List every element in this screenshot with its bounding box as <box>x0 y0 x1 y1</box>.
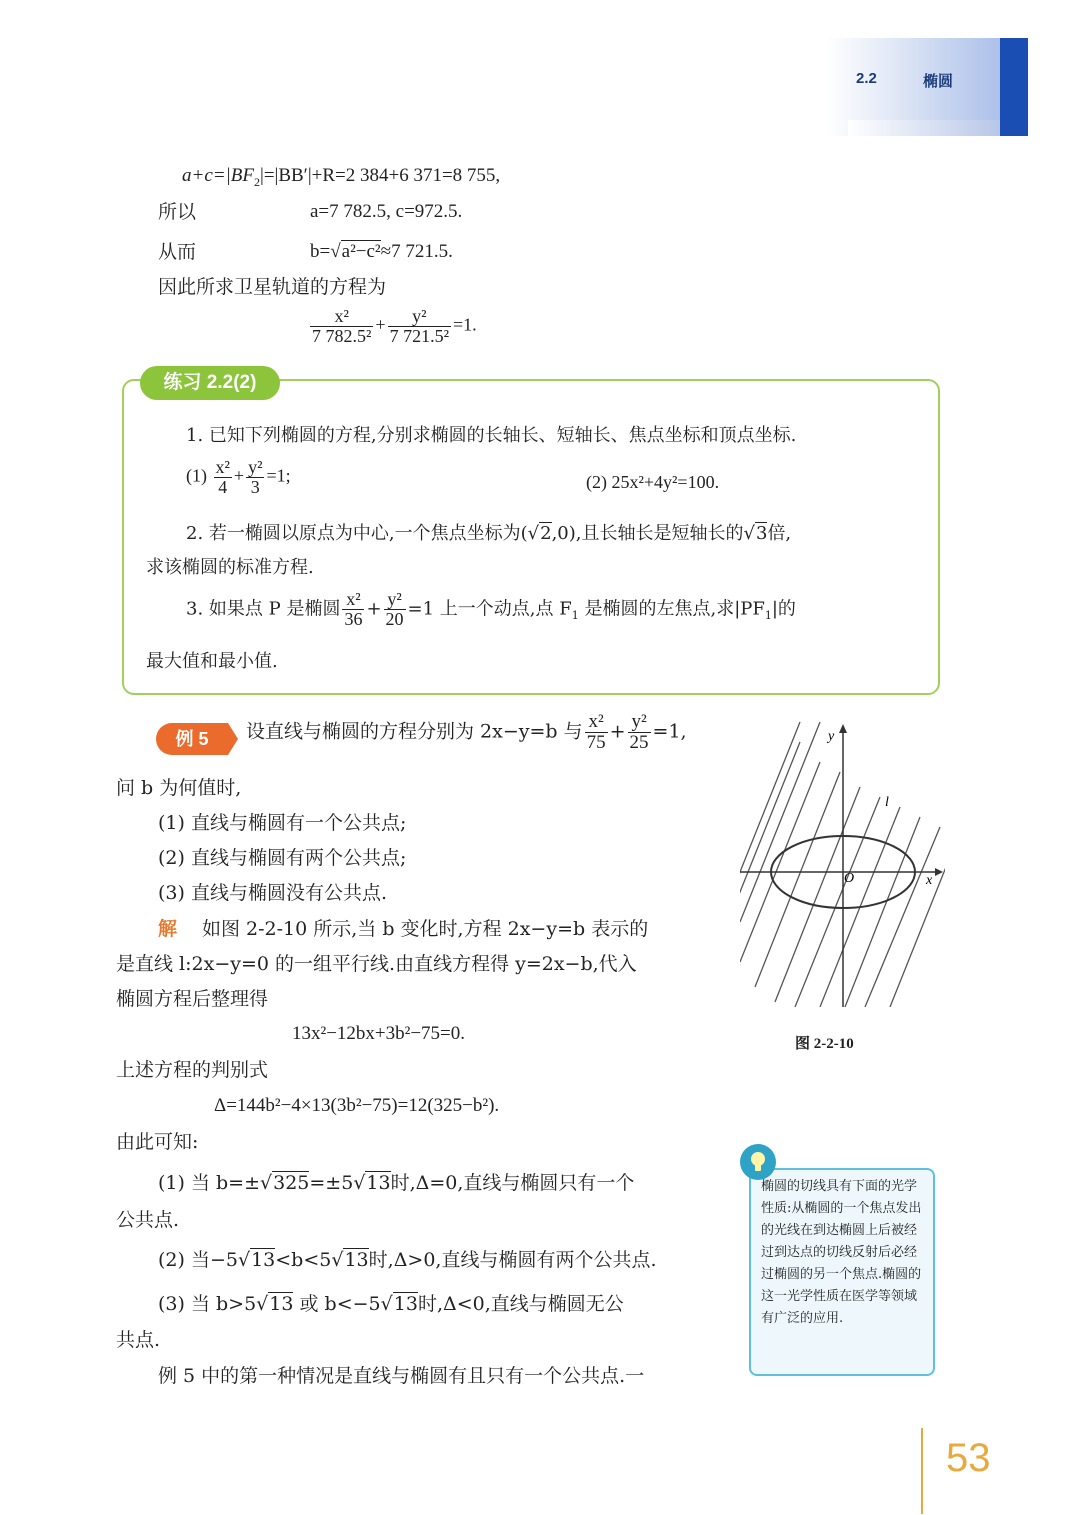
closing-line: 例 5 中的第一种情况是直线与椭圆有且只有一个公共点.一 <box>158 1365 645 1387</box>
b-value: b=√a²−c²≈7 721.5. <box>310 241 453 262</box>
header-tab <box>1000 38 1028 136</box>
exercise-q3: 3. 如果点 P 是椭圆 $\frac{\text{x²}}{36}$ + $\frac{\text{y²}}{20}$ =1 上一个动点,点 $F_1$ 是椭圆的左焦点,求$|PF_1|$的 <box>186 589 796 629</box>
result-3-line2: 共点. <box>116 1329 161 1351</box>
example-case1: (1) 直线与椭圆有一个公共点; <box>158 812 407 834</box>
y-axis-label: y <box>828 729 835 744</box>
equation-line-1: $a+c=|BF_2|=|BB'|+R=2$ 384+6 371=8 755, <box>182 165 501 189</box>
exercise-q1a: (1) $\frac{\text{x²}}{4}$ + $\frac{\text{y²}}{3}$ =1; <box>186 457 291 497</box>
exercise-tag: 练习 2.2(2) <box>140 366 280 400</box>
section-title: 椭圆 <box>923 73 954 90</box>
header-shadow <box>848 120 1000 136</box>
figure-caption: 图 2-2-10 <box>795 1036 854 1052</box>
a-c-values: a=7 782.5, c=972.5. <box>310 201 463 222</box>
label-suoyi: 所以 <box>158 201 197 223</box>
page-number: 53 <box>946 1436 991 1480</box>
quadratic-equation: 13x²−12bx+3b²−75=0. <box>292 1023 466 1044</box>
solution-line5: 由此可知: <box>116 1131 199 1153</box>
side-note: 椭圆的切线具有下面的光学性质:从椭圆的一个焦点发出的光线在到达椭圆上后被经过到达点的切线反射后必经过椭圆的另一个焦点.椭圆的这一光学性质在医学等领域有广泛的应用. <box>749 1168 935 1376</box>
orbit-equation: $\frac{\text{x²}}{\text{7 782.5²}}$ + $\frac{\text{y²}}{\text{7 721.5²}}$ =1. <box>312 306 477 346</box>
page-number-rule <box>921 1428 923 1514</box>
solution-line1: 如图 2-2-10 所示,当 b 变化时,方程 2x−y=b 表示的 <box>202 918 649 940</box>
y-axis-arrow <box>839 724 847 733</box>
solution-line3: 椭圆方程后整理得 <box>116 988 269 1010</box>
exercise-q3-line2: 最大值和最小值. <box>146 651 278 672</box>
result-1: (1) 当 b=±√325=±5√13时,Δ=0,直线与椭圆只有一个 <box>158 1172 635 1194</box>
lightbulb-icon <box>740 1144 776 1180</box>
section-number: 2.2 <box>856 70 877 87</box>
example-case3: (3) 直线与椭圆没有公共点. <box>158 882 387 904</box>
line-l-label: l <box>885 795 889 810</box>
example-intro: 设直线与椭圆的方程分别为 2x−y=b 与 $\frac{\text{x²}}{75}$ + $\frac{\text{y²}}{25}$ =1, <box>246 711 687 753</box>
result-3: (3) 当 b>5√13 或 b<−5√13时,Δ<0,直线与椭圆无公 <box>158 1293 624 1315</box>
exercise-q1: 1. 已知下列椭圆的方程,分别求椭圆的长轴长、短轴长、焦点坐标和顶点坐标. <box>186 425 797 446</box>
ellipse-figure <box>740 722 945 1007</box>
solution-line4: 上述方程的判别式 <box>116 1059 269 1081</box>
solution-label: 解 <box>158 918 178 940</box>
exercise-q1b: (2) 25x²+4y²=100. <box>586 472 720 492</box>
discriminant-equation: Δ=144b²−4×13(3b²−75)=12(325−b²). <box>214 1095 500 1116</box>
exercise-q2-line2: 求该椭圆的标准方程. <box>146 557 314 578</box>
example-case2: (2) 直线与椭圆有两个公共点; <box>158 847 407 869</box>
example-line2: 问 b 为何值时, <box>116 777 242 799</box>
therefore-line: 因此所求卫星轨道的方程为 <box>158 276 387 298</box>
solution-line2: 是直线 l:2x−y=0 的一组平行线.由直线方程得 y=2x−b,代入 <box>116 953 637 975</box>
label-conger: 从而 <box>158 241 197 263</box>
origin-label: O <box>844 871 855 886</box>
x-axis-arrow <box>935 868 943 876</box>
x-axis-label: x <box>926 873 933 888</box>
result-2: (2) 当−5√13<b<5√13时,Δ>0,直线与椭圆有两个公共点. <box>158 1249 657 1271</box>
result-1-line2: 公共点. <box>116 1209 180 1231</box>
exercise-q2: 2. 若一椭圆以原点为中心,一个焦点坐标为(√2,0),且长轴长是短轴长的√3倍, <box>186 523 792 544</box>
example-tag: 例 5 <box>156 723 228 755</box>
